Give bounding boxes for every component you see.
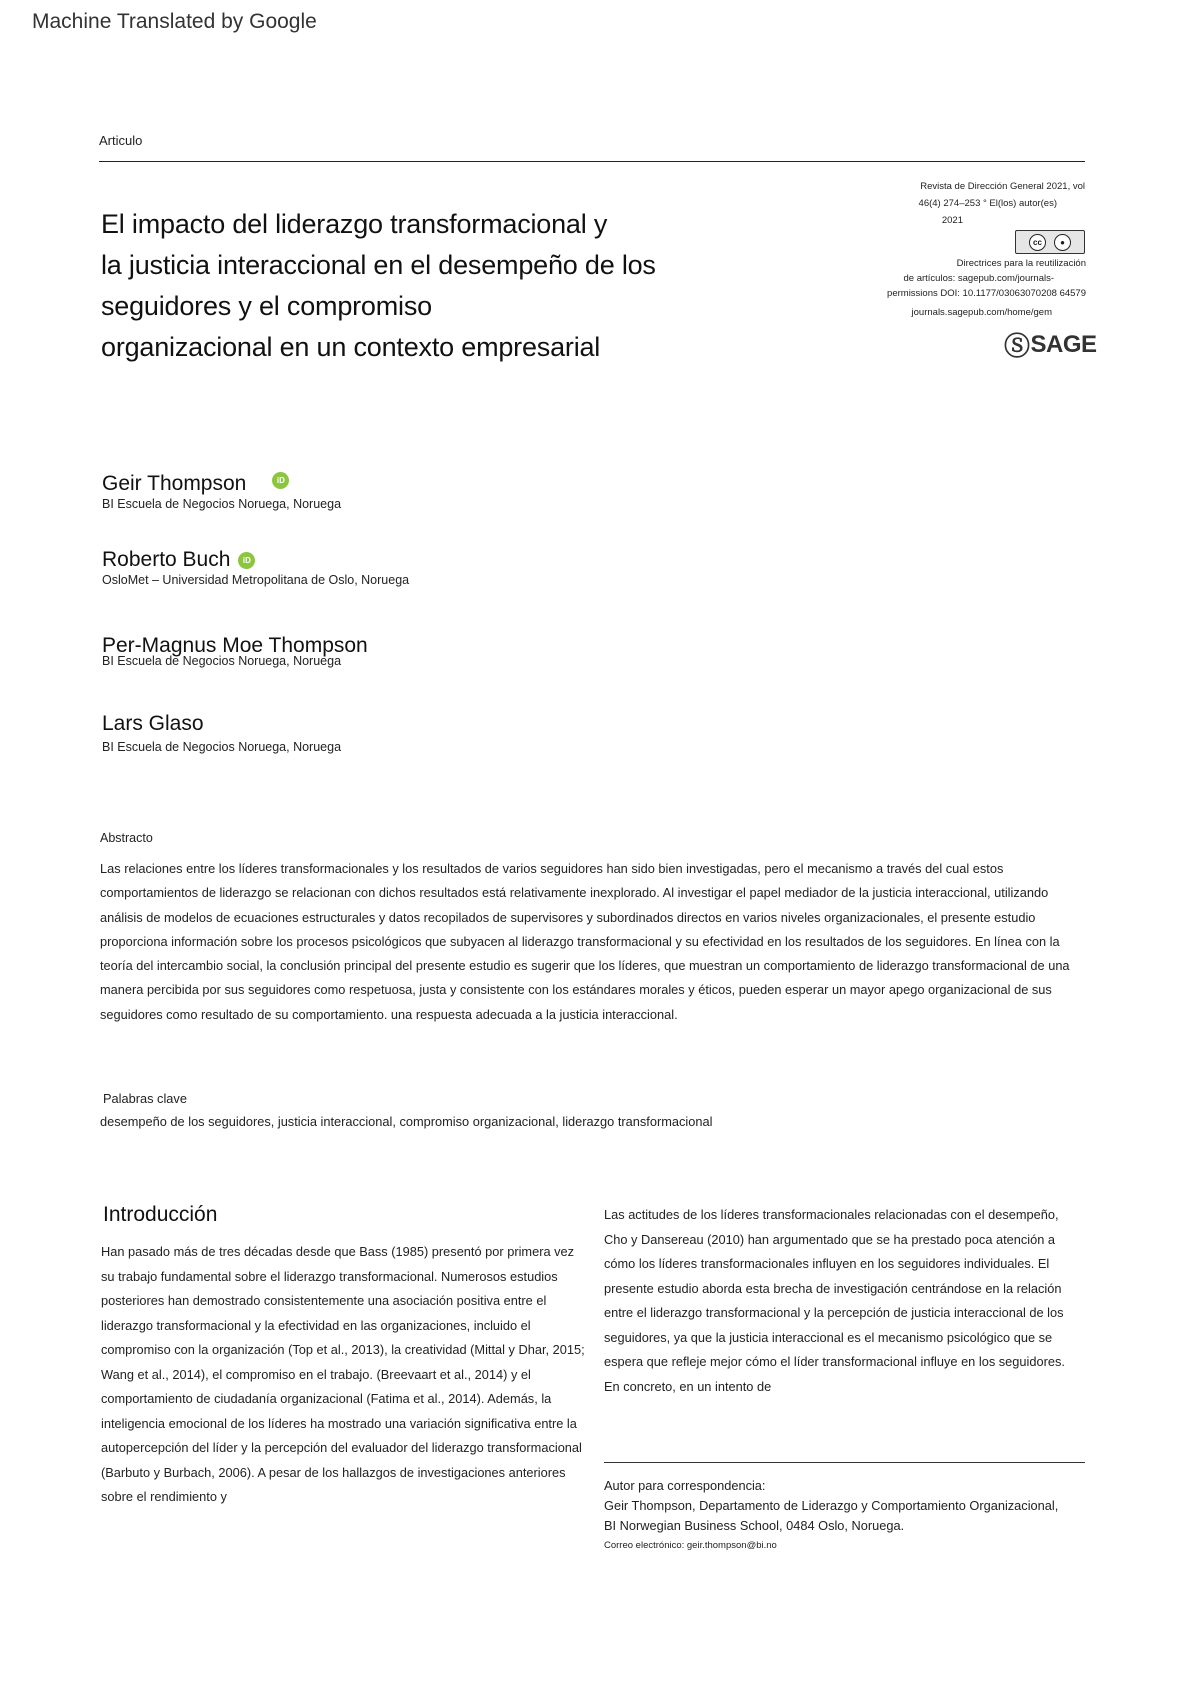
cc-icon: cc bbox=[1029, 234, 1046, 251]
author-block bbox=[102, 548, 409, 587]
journal-info-line: 46(4) 274–253 ° El(los) autor(es) bbox=[918, 198, 1057, 209]
article-title bbox=[101, 204, 711, 368]
author-block bbox=[102, 472, 341, 511]
sage-logo bbox=[1004, 326, 1097, 363]
sage-s-icon: Ⓢ bbox=[1004, 331, 1030, 361]
correspondence-address: Geir Thompson, Departamento de Liderazgo y Comportamiento Organizacional, bbox=[604, 1498, 1059, 1513]
orcid-icon[interactable]: iD bbox=[238, 552, 255, 569]
correspondence-email[interactable]: Correo electrónico: geir.thompson@bi.no bbox=[604, 1540, 777, 1551]
author-block bbox=[102, 634, 368, 668]
author-name: Per-Magnus Moe Thompson bbox=[102, 634, 368, 657]
journal-info bbox=[880, 178, 1085, 229]
title-line: seguidores y el compromiso bbox=[101, 291, 432, 321]
journal-url[interactable]: journals.sagepub.com/home/gem bbox=[911, 307, 1052, 318]
machine-translation-banner: Machine Translated by Google bbox=[32, 10, 317, 33]
journal-info-line: 2021 bbox=[941, 215, 963, 226]
reuse-line: de artículos: sagepub.com/journals- bbox=[903, 273, 1054, 284]
abstract-text: Las relaciones entre los líderes transformacionales y los resultados de varios seguidores han sido bien investigadas, pero el mecanismo a través del cual estos comportamientos de liderazgo se relacionan con dichos resultados está relativamente inexplorado. Al investigar el papel mediador de la justicia interaccional, utilizando análisis de modelos de ecuaciones estructurales y datos recopilados de supervisores y subordinados directos en varios niveles organizacionales, el presente estudio proporciona información sobre los procesos psicológicos que subyacen al liderazgo transformacional y su efectividad en los resultados de los seguidores. En línea con la teoría del intercambio social, la conclusión principal del presente estudio es sugerir que los líderes, que muestran un comportamiento de liderazgo transformacional de una manera percibida por sus seguidores como respetuosa, justa y consistente con los estándares morales y éticos, pueden esperar un mayor apego organizacional de sus seguidores como resultado de su comportamiento. una respuesta adecuada a la justicia interaccional. bbox=[100, 861, 1070, 1022]
author-name: Roberto Buch bbox=[102, 548, 231, 571]
title-line: El impacto del liderazgo transformacional y bbox=[101, 209, 608, 239]
introduction-heading: Introducción bbox=[103, 1203, 218, 1226]
title-line: la justicia interaccional en el desempeño de los bbox=[101, 250, 656, 280]
reuse-line: Directrices para la reutilización bbox=[956, 258, 1086, 269]
correspondence-address: BI Norwegian Business School, 0484 Oslo, Noruega. bbox=[604, 1518, 905, 1533]
reuse-line: permissions DOI: 10.1177/03063070208 64579 bbox=[887, 288, 1086, 299]
author-name: Lars Glaso bbox=[102, 712, 204, 735]
header-divider bbox=[99, 161, 1085, 162]
reuse-guidelines bbox=[880, 256, 1086, 301]
author-block bbox=[102, 712, 341, 754]
sage-wordmark: SAGE bbox=[1030, 330, 1097, 358]
by-icon: ● bbox=[1054, 234, 1071, 251]
author-name: Geir Thompson bbox=[102, 472, 247, 495]
author-affiliation: OsloMet – Universidad Metropolitana de Oslo, Noruega bbox=[102, 573, 410, 587]
author-affiliation: BI Escuela de Negocios Noruega, Noruega bbox=[102, 740, 342, 754]
creative-commons-badge[interactable] bbox=[1015, 230, 1085, 254]
section-label: Articulo bbox=[99, 133, 143, 148]
author-affiliation: BI Escuela de Negocios Noruega, Noruega bbox=[102, 654, 342, 668]
title-line: organizacional en un contexto empresarial bbox=[101, 332, 601, 362]
correspondence-block bbox=[604, 1476, 1094, 1556]
author-affiliation: BI Escuela de Negocios Noruega, Noruega bbox=[102, 497, 342, 511]
keywords-text: desempeño de los seguidores, justicia interaccional, compromiso organizacional, liderazgo transformacional bbox=[100, 1114, 713, 1129]
correspondence-label: Autor para correspondencia: bbox=[604, 1478, 766, 1493]
introduction-left-column: Han pasado más de tres décadas desde que Bass (1985) presentó por primera vez su trabajo fundamental sobre el liderazgo transformacional. Numerosos estudios posteriores han demostrado consistentemente una asociación positiva entre el liderazgo transformacional y la efectividad en las organizaciones, incluido el compromiso con la organización (Top et al., 2013), la creatividad (Mittal y Dhar, 2015; Wang et al., 2014), el compromiso en el trabajo. (Breevaart et al., 2014) y el comportamiento de ciudadanía organizacional (Fatima et al., 2014). Además, la inteligencia emocional de los líderes ha mostrado una variación significativa entre la autopercepción del líder y la percepción del evaluador del liderazgo transformacional (Barbuto y Burbach, 2006). A pesar de los hallazgos de investigaciones anteriores sobre el rendimiento y bbox=[101, 1244, 585, 1504]
orcid-icon[interactable]: iD bbox=[272, 472, 289, 489]
journal-info-line: Revista de Dirección General 2021, vol bbox=[920, 181, 1085, 192]
introduction-right-column: Las actitudes de los líderes transformacionales relacionadas con el desempeño, Cho y Dansereau (2010) han argumentado que se ha prestado poca atención a cómo los líderes transformacionales influyen en los seguidores individuales. El presente estudio aborda esta brecha de investigación centrándose en la relación entre el liderazgo transformacional y la percepción de justicia interaccional de los seguidores, ya que la justicia interaccional es el mecanismo psicológico que se espera que refleje mejor cómo el líder transformacional influye en los seguidores. En concreto, en un intento de bbox=[604, 1207, 1065, 1394]
abstract-heading: Abstracto bbox=[100, 831, 153, 845]
footnote-divider bbox=[604, 1462, 1085, 1463]
keywords-heading: Palabras clave bbox=[103, 1091, 187, 1106]
